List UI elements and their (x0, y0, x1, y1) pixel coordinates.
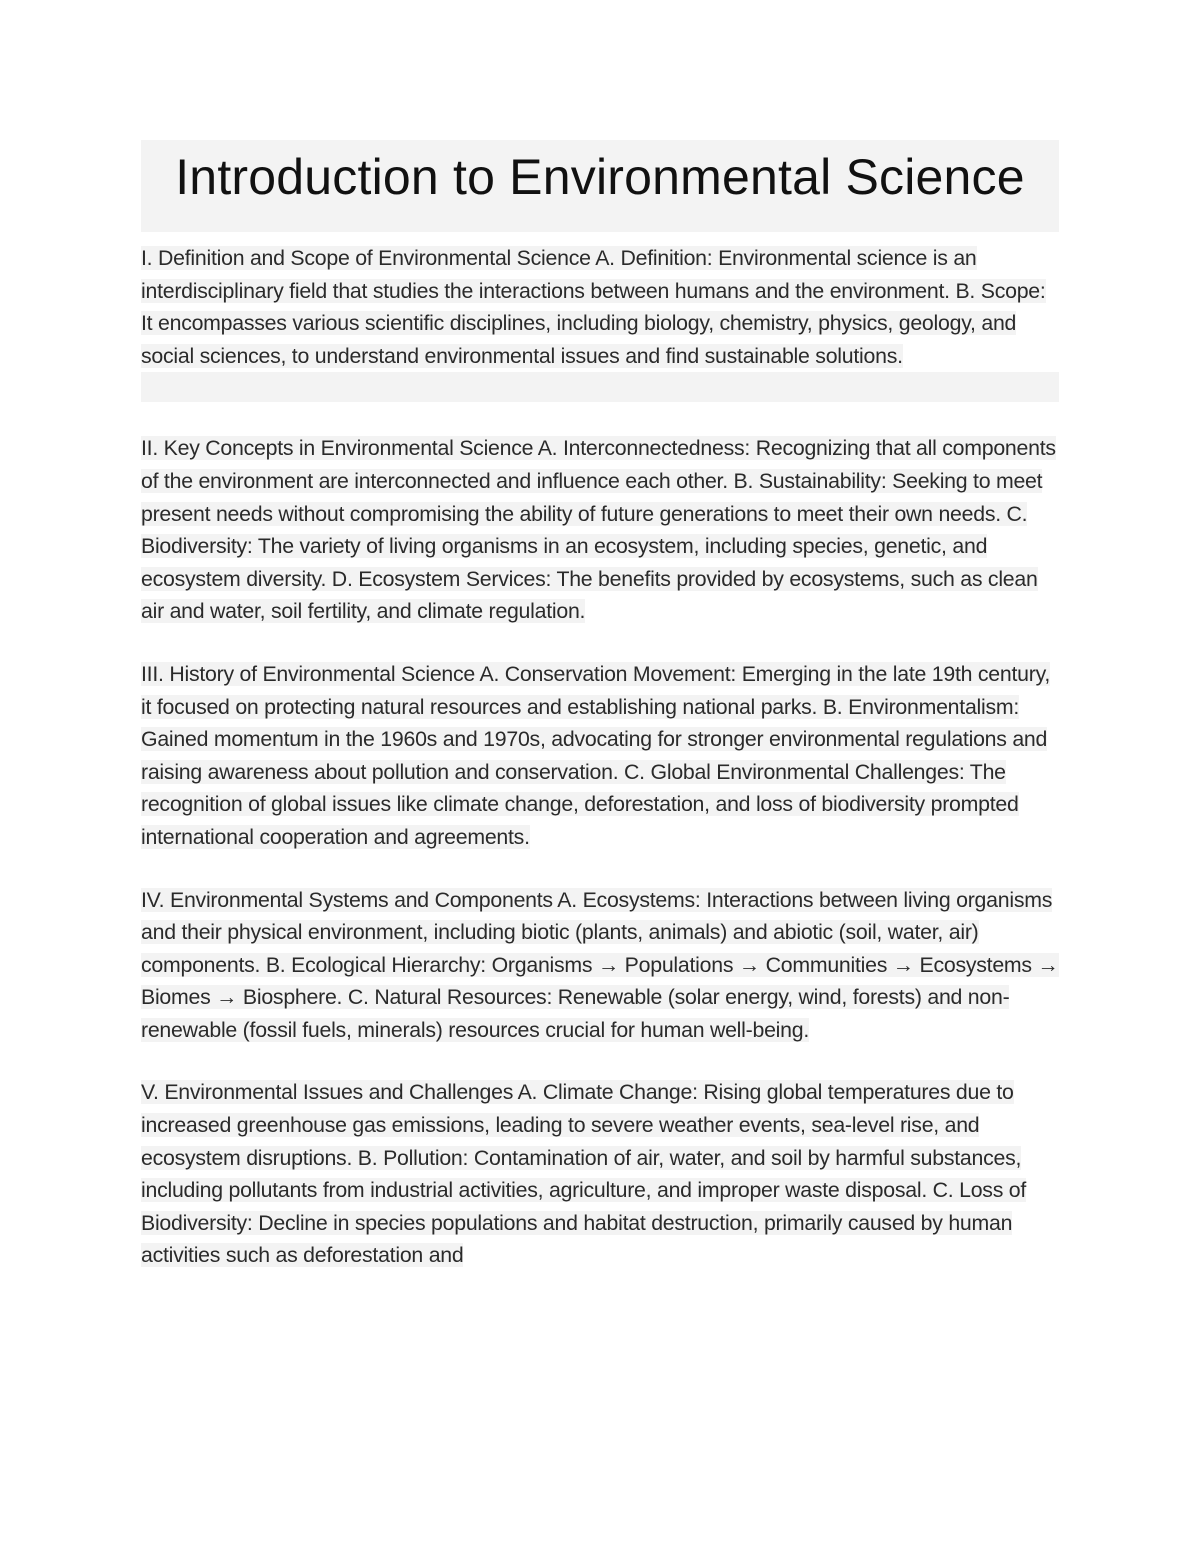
section-text: III. History of Environmental Science A. Conservation Movement: Emerging in the late 19th century, it focused on protecting natural resources and establishing national parks. B. Environmentalism: Gained momentum in the 1960s and 1970s, advocating for stronger environmental regulations and raising awareness about pollution and conservation. C. Global Environmental Challenges: The recognition of global issues like climate change, deforestation, and loss of biodiversity prompted international cooperation and agreements. (141, 661, 1051, 849)
section-issues-and-challenges (141, 1076, 1059, 1272)
document-content (141, 140, 1059, 1302)
section-key-concepts (141, 432, 1059, 628)
section-systems-and-components (141, 884, 1059, 1047)
section-text: I. Definition and Scope of Environmental Science A. Definition: Environmental science is an interdisciplinary field that studies the interactions between humans and the environment. B. Scope: It encompasses various scientific disciplines, including biology, chemistry, physics, geology, and social sciences, to understand environmental issues and find sustainable solutions. (141, 246, 1046, 368)
section-definition-and-scope (141, 242, 1059, 372)
section-history (141, 658, 1059, 854)
section-text: II. Key Concepts in Environmental Science A. Interconnectedness: Recognizing that all components of the environment are interconnected and influence each other. B. Sustainability: Seeking to meet present needs without compromising the ability of future generations to meet their own needs. C. Biodiversity: The variety of living organisms in an ecosystem, including species, genetic, and ecosystem diversity. D. Ecosystem Services: The benefits provided by ecosystems, such as clean air and water, soil fertility, and climate regulation. (141, 436, 1056, 624)
document-title: Introduction to Environmental Science (141, 140, 1059, 232)
section-text: IV. Environmental Systems and Components A. Ecosystems: Interactions between living organisms and their physical environment, including biotic (plants, animals) and abiotic (soil, water, air) components. B. Ecological Hierarchy: Organisms → Populations → Communities → Ecosystems → Biomes → Biosphere. C. Natural Resources: Renewable (solar energy, wind, forests) and non-renewable (fossil fuels, minerals) resources crucial for human well-being. (141, 887, 1059, 1042)
section-text: V. Environmental Issues and Challenges A. Climate Change: Rising global temperatures due to increased greenhouse gas emissions, leading to severe weather events, sea-level rise, and ecosystem disruptions. B. Pollution: Contamination of air, water, and soil by harmful substances, including pollutants from industrial activities, agriculture, and improper waste disposal. C. Loss of Biodiversity: Decline in species populations and habitat destruction, primarily caused by human activities such as deforestation and (141, 1080, 1027, 1268)
